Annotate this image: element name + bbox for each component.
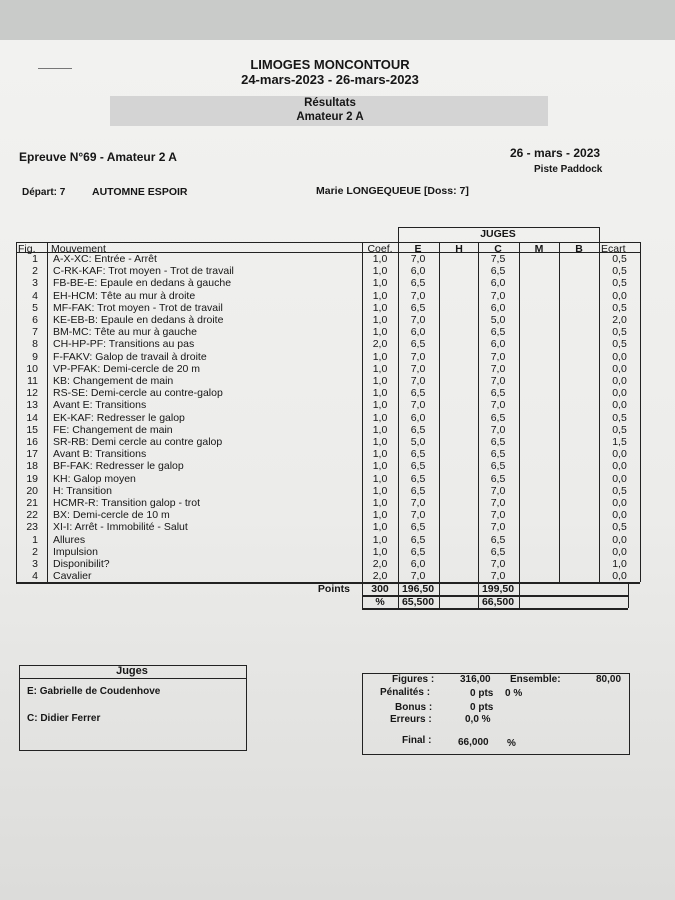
row-fig: 8 xyxy=(32,338,38,351)
row-fig: 18 xyxy=(26,460,38,473)
column-header-mouvement: Mouvement xyxy=(51,243,106,255)
row-movement: Avant B: Transitions xyxy=(53,448,147,461)
row-movement: Allures xyxy=(53,533,86,546)
row-fig: 22 xyxy=(26,509,38,522)
row-fig: 7 xyxy=(32,326,38,339)
row-score-e: 6,5 xyxy=(410,484,426,497)
results-label: Résultats xyxy=(304,97,356,109)
row-score-e: 7,0 xyxy=(410,497,426,509)
row-fig: 10 xyxy=(26,362,38,375)
row-score-e: 7,0 xyxy=(410,350,426,363)
row-fig: 3 xyxy=(32,558,38,570)
final-value: 66,000 xyxy=(458,737,489,748)
row-movement: A-X-XC: Entrée - Arrêt xyxy=(53,253,157,265)
row-score-c: 7,0 xyxy=(490,399,506,412)
row-ecart: 0,0 xyxy=(612,375,627,387)
row-coef: 1,0 xyxy=(372,436,388,448)
row-ecart: 0,0 xyxy=(612,350,627,363)
piste-label: Piste Paddock xyxy=(534,164,603,175)
row-score-e: 6,5 xyxy=(410,460,426,473)
row-fig: 15 xyxy=(26,423,38,436)
judge-e: E: Gabrielle de Coudenhove xyxy=(27,686,161,697)
row-fig: 12 xyxy=(26,387,38,400)
row-ecart: 0,0 xyxy=(612,460,627,473)
row-score-e: 7,0 xyxy=(410,362,426,375)
penalites-label: Pénalités : xyxy=(380,687,431,698)
row-score-c: 7,0 xyxy=(490,484,506,497)
row-fig: 21 xyxy=(26,497,38,509)
col-sep-h xyxy=(439,242,440,582)
row-score-e: 7,0 xyxy=(410,289,426,302)
row-movement: KB: Changement de main xyxy=(53,375,174,387)
row-coef: 1,0 xyxy=(372,521,388,534)
row-score-e: 7,0 xyxy=(410,375,426,387)
row-ecart: 0,0 xyxy=(612,509,627,522)
row-ecart: 0,5 xyxy=(612,423,627,436)
row-coef: 1,0 xyxy=(372,350,388,363)
row-score-e: 6,5 xyxy=(410,533,426,546)
row-score-c: 7,0 xyxy=(490,497,506,509)
col-sep-m xyxy=(519,242,520,582)
row-score-e: 6,5 xyxy=(410,277,426,290)
row-ecart: 0,0 xyxy=(612,289,627,302)
bonus-value: 0 pts xyxy=(470,702,494,713)
row-movement: Avant E: Transitions xyxy=(53,399,147,412)
row-coef: 2,0 xyxy=(372,558,388,570)
row-fig: 3 xyxy=(32,277,38,290)
row-coef: 1,0 xyxy=(372,497,388,509)
row-score-c: 6,5 xyxy=(490,326,506,339)
row-movement: BF-FAK: Redresser le galop xyxy=(53,460,184,473)
row-movement: C-RK-KAF: Trot moyen - Trot de travail xyxy=(53,265,234,278)
column-header-h: H xyxy=(455,243,463,255)
row-movement: MF-FAK: Trot moyen - Trot de travail xyxy=(53,301,223,314)
row-coef: 1,0 xyxy=(372,460,388,473)
row-fig: 1 xyxy=(32,253,38,265)
row-movement: FB-BE-E: Epaule en dedans à gauche xyxy=(53,277,232,290)
row-coef: 1,0 xyxy=(372,545,388,558)
row-coef: 2,0 xyxy=(372,338,388,351)
row-coef: 2,0 xyxy=(372,570,388,583)
row-movement: Cavalier xyxy=(53,570,92,583)
row-score-e: 7,0 xyxy=(410,253,426,265)
row-movement: VP-PFAK: Demi-cercle de 20 m xyxy=(53,362,201,375)
score-table xyxy=(0,40,675,900)
row-coef: 1,0 xyxy=(372,411,388,424)
row-coef: 1,0 xyxy=(372,253,388,265)
judges-title: Juges xyxy=(116,665,148,677)
row-movement: EK-KAF: Redresser le galop xyxy=(53,411,185,424)
row-coef: 1,0 xyxy=(372,472,388,485)
juges-header-label: JUGES xyxy=(480,228,516,240)
points-e: 196,50 xyxy=(401,583,435,596)
row-fig: 19 xyxy=(26,472,38,485)
row-ecart: 1,0 xyxy=(612,558,627,570)
row-ecart: 0,5 xyxy=(612,301,627,314)
penalites-value: 0 pts xyxy=(470,688,494,699)
row-score-e: 6,0 xyxy=(410,558,426,570)
row-movement: BX: Demi-cercle de 10 m xyxy=(53,509,170,522)
row-ecart: 0,0 xyxy=(612,472,627,485)
column-header-c: C xyxy=(494,243,502,255)
row-movement: HCMR-R: Transition galop - trot xyxy=(53,497,201,509)
row-score-c: 7,0 xyxy=(490,521,506,534)
row-coef: 1,0 xyxy=(372,314,388,326)
row-ecart: 0,5 xyxy=(612,338,627,351)
row-coef: 1,0 xyxy=(372,399,388,412)
row-score-c: 6,0 xyxy=(490,338,506,351)
col-sep-right xyxy=(640,242,641,582)
row-ecart: 0,5 xyxy=(612,265,627,278)
horse-name: AUTOMNE ESPOIR xyxy=(92,186,188,198)
juges-header-left xyxy=(398,227,399,242)
row-score-c: 6,0 xyxy=(490,277,506,290)
ensemble-label: Ensemble: xyxy=(510,674,561,685)
rider-name: Marie LONGEQUEUE [Doss: 7] xyxy=(316,185,469,197)
depart-label: Départ: 7 xyxy=(22,187,66,198)
row-fig: 23 xyxy=(26,521,38,534)
row-score-c: 6,5 xyxy=(490,545,506,558)
epreuve-title: Epreuve N°69 - Amateur 2 A xyxy=(19,150,177,164)
row-ecart: 2,0 xyxy=(612,314,627,326)
row-movement: F-FAKV: Galop de travail à droite xyxy=(53,350,207,363)
figures-value: 316,00 xyxy=(460,674,491,685)
bonus-label: Bonus : xyxy=(395,702,433,713)
row-score-e: 6,5 xyxy=(410,387,426,400)
row-movement: BM-MC: Tête au mur à gauche xyxy=(53,326,197,339)
row-fig: 9 xyxy=(32,350,38,363)
row-ecart: 0,5 xyxy=(612,521,627,534)
row-ecart: 0,0 xyxy=(612,399,627,412)
row-fig: 11 xyxy=(27,375,38,387)
row-score-c: 6,5 xyxy=(490,448,506,461)
row-score-c: 6,5 xyxy=(490,387,506,400)
row-score-c: 7,0 xyxy=(490,509,506,522)
points-c: 199,50 xyxy=(481,583,515,596)
final-label: Final : xyxy=(402,735,432,746)
row-score-c: 7,0 xyxy=(490,375,506,387)
row-ecart: 0,0 xyxy=(612,362,627,375)
row-score-c: 6,5 xyxy=(490,460,506,473)
pct-label: % xyxy=(375,596,385,609)
row-score-e: 6,5 xyxy=(410,448,426,461)
row-score-c: 6,0 xyxy=(490,301,506,314)
row-coef: 1,0 xyxy=(372,375,388,387)
pct-c: 66,500 xyxy=(481,596,515,609)
row-score-c: 7,0 xyxy=(490,350,506,363)
row-score-c: 7,0 xyxy=(490,570,506,583)
pct-e: 65,500 xyxy=(401,596,435,609)
row-coef: 1,0 xyxy=(372,423,388,436)
row-score-c: 7,0 xyxy=(490,423,506,436)
figures-label: Figures : xyxy=(392,674,435,685)
points-box-right xyxy=(628,582,629,608)
row-movement: EH-HCM: Tête au mur à droite xyxy=(53,289,196,302)
column-header-coef: Coef. xyxy=(367,243,393,255)
row-score-e: 7,0 xyxy=(410,570,426,583)
row-score-c: 6,5 xyxy=(490,472,506,485)
column-header-e: E xyxy=(414,243,422,255)
row-fig: 4 xyxy=(32,289,38,302)
row-coef: 1,0 xyxy=(372,509,388,522)
row-ecart: 0,0 xyxy=(612,533,627,546)
row-score-e: 6,5 xyxy=(410,521,426,534)
row-score-e: 6,0 xyxy=(410,326,426,339)
row-ecart: 1,5 xyxy=(612,436,627,448)
row-score-e: 7,0 xyxy=(410,314,426,326)
row-score-e: 5,0 xyxy=(410,436,426,448)
row-score-e: 6,5 xyxy=(410,301,426,314)
row-coef: 1,0 xyxy=(372,533,388,546)
column-header-ecart: Ecart xyxy=(601,243,626,255)
erreurs-label: Erreurs : xyxy=(390,714,432,725)
column-header-m: M xyxy=(534,243,544,255)
score-sheet xyxy=(0,40,675,900)
row-fig: 16 xyxy=(26,436,38,448)
row-movement: KH: Galop moyen xyxy=(53,472,136,485)
row-score-e: 6,5 xyxy=(410,338,426,351)
row-coef: 1,0 xyxy=(372,301,388,314)
row-coef: 1,0 xyxy=(372,289,388,302)
row-score-c: 7,0 xyxy=(490,558,506,570)
event-dates: 24-mars-2023 - 26-mars-2023 xyxy=(241,72,419,87)
judge-c: C: Didier Ferrer xyxy=(27,713,101,724)
row-score-c: 6,5 xyxy=(490,533,506,546)
row-ecart: 0,0 xyxy=(612,570,627,583)
row-score-c: 6,5 xyxy=(490,411,506,424)
epreuve-date: 26 - mars - 2023 xyxy=(510,146,601,160)
penalites-pct: 0 % xyxy=(505,688,523,699)
row-coef: 1,0 xyxy=(372,387,388,400)
row-fig: 2 xyxy=(32,265,38,278)
row-coef: 1,0 xyxy=(372,362,388,375)
points-bottom-line xyxy=(362,608,628,609)
row-score-c: 7,0 xyxy=(490,289,506,302)
row-coef: 1,0 xyxy=(372,277,388,290)
row-coef: 1,0 xyxy=(372,448,388,461)
row-score-c: 7,0 xyxy=(490,362,506,375)
row-ecart: 0,0 xyxy=(612,448,627,461)
row-score-e: 6,0 xyxy=(410,265,426,278)
row-fig: 2 xyxy=(32,545,38,558)
row-ecart: 0,5 xyxy=(612,326,627,339)
row-movement: Impulsion xyxy=(53,545,98,558)
col-sep-b xyxy=(559,242,560,582)
juges-header-right xyxy=(599,227,600,242)
row-ecart: 0,0 xyxy=(612,545,627,558)
row-score-e: 6,0 xyxy=(410,411,426,424)
row-fig: 5 xyxy=(32,301,38,314)
row-fig: 6 xyxy=(32,314,38,326)
row-ecart: 0,5 xyxy=(612,484,627,497)
erreurs-value: 0,0 % xyxy=(465,714,491,725)
final-unit: % xyxy=(507,738,516,749)
event-title: LIMOGES MONCONTOUR xyxy=(250,57,410,72)
points-label: Points xyxy=(317,583,350,596)
row-score-e: 6,5 xyxy=(410,545,426,558)
row-fig: 17 xyxy=(26,448,38,461)
row-score-c: 6,5 xyxy=(490,436,506,448)
row-ecart: 0,5 xyxy=(612,253,627,265)
row-movement: H: Transition xyxy=(53,484,112,497)
row-coef: 1,0 xyxy=(372,326,388,339)
row-ecart: 0,5 xyxy=(612,277,627,290)
row-fig: 14 xyxy=(26,411,38,424)
row-movement: RS-SE: Demi-cercle au contre-galop xyxy=(53,387,223,400)
row-movement: SR-RB: Demi cercle au contre galop xyxy=(53,436,223,448)
column-header-fig: Fig. xyxy=(18,243,36,255)
row-fig: 4 xyxy=(32,570,38,583)
row-score-e: 6,5 xyxy=(410,423,426,436)
row-score-c: 7,5 xyxy=(490,253,506,265)
row-coef: 1,0 xyxy=(372,265,388,278)
judges-divider xyxy=(19,678,247,679)
row-movement: XI-I: Arrêt - Immobilité - Salut xyxy=(53,521,188,534)
row-movement: FE: Changement de main xyxy=(53,423,173,436)
row-movement: Disponibilit? xyxy=(53,558,110,570)
column-header-b: B xyxy=(575,243,583,255)
row-score-e: 6,5 xyxy=(410,472,426,485)
ensemble-value: 80,00 xyxy=(596,674,622,685)
row-movement: CH-HP-PF: Transitions au pas xyxy=(53,338,195,351)
row-fig: 13 xyxy=(26,399,38,412)
row-score-c: 5,0 xyxy=(490,314,506,326)
row-ecart: 0,0 xyxy=(612,497,627,509)
col-sep-mov xyxy=(47,242,48,582)
row-score-e: 7,0 xyxy=(410,399,426,412)
row-movement: KE-EB-B: Epaule en dedans à droite xyxy=(53,314,224,326)
points-coef: 300 xyxy=(371,583,389,596)
row-coef: 1,0 xyxy=(372,484,388,497)
row-fig: 20 xyxy=(26,484,38,497)
row-score-c: 6,5 xyxy=(490,265,506,278)
row-ecart: 0,0 xyxy=(612,387,627,400)
row-ecart: 0,5 xyxy=(612,411,627,424)
category-label: Amateur 2 A xyxy=(296,111,364,123)
row-score-e: 7,0 xyxy=(410,509,426,522)
row-fig: 1 xyxy=(32,533,38,546)
